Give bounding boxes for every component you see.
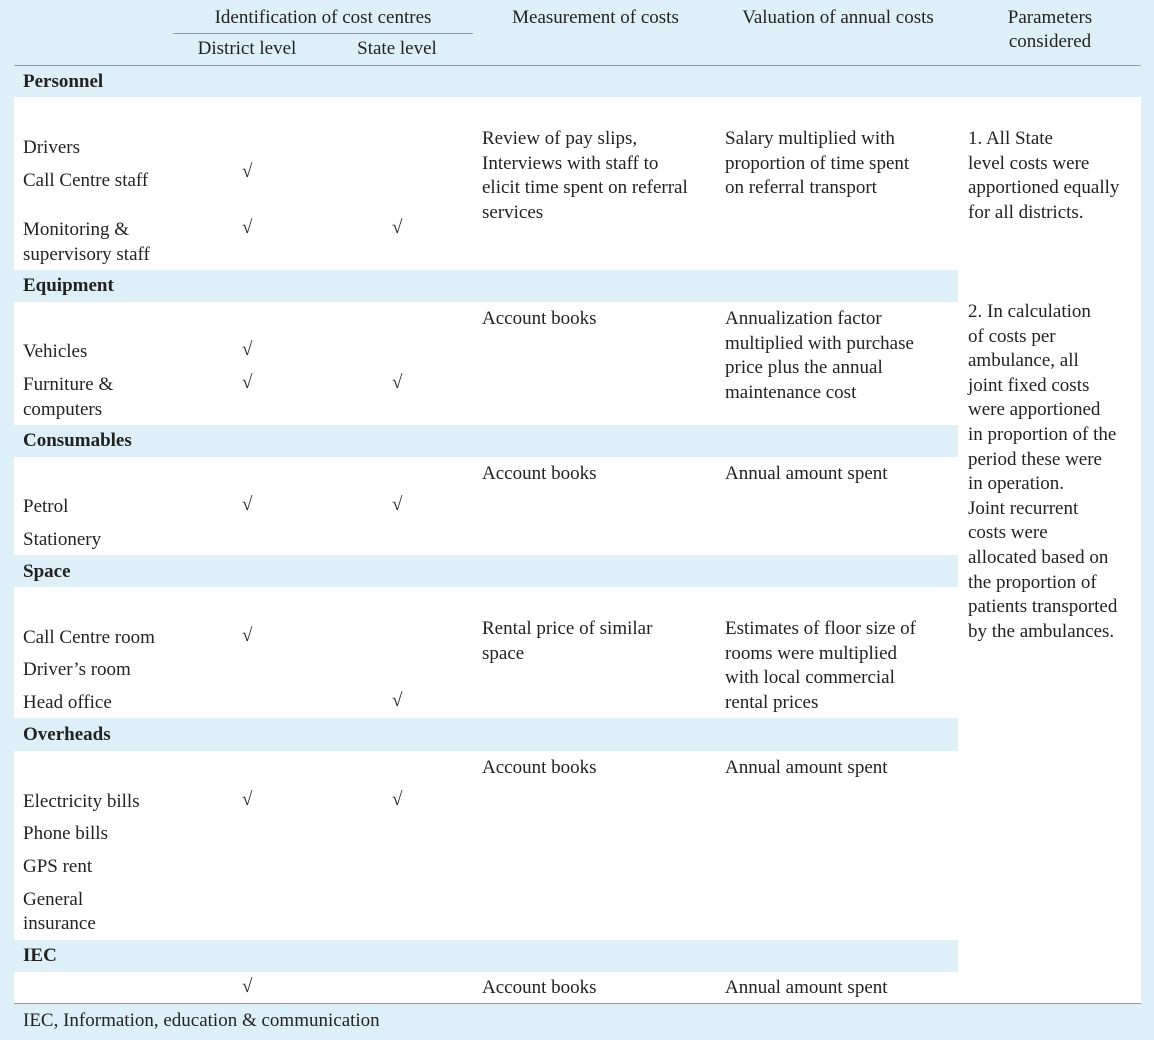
item-call-centre-staff: Call Centre staff xyxy=(23,170,149,191)
check-mark: √ xyxy=(242,339,253,360)
overheads-valuation: Annual amount spent xyxy=(725,757,888,778)
item-call-centre-room: Call Centre room xyxy=(23,627,155,648)
equipment-measurement: Account books xyxy=(482,308,597,329)
item-head-office: Head office xyxy=(23,692,112,713)
iec-valuation: Annual amount spent xyxy=(725,977,888,998)
item-drivers-room: Driver’s room xyxy=(23,659,131,680)
check-mark: √ xyxy=(392,690,403,711)
item-general-insurance-2: insurance xyxy=(23,913,96,934)
header-state: State level xyxy=(357,38,437,59)
section-consumables-title: Consumables xyxy=(23,430,132,451)
check-mark: √ xyxy=(392,372,403,393)
header-bottom-rule xyxy=(14,65,1141,66)
check-mark: √ xyxy=(242,161,253,182)
section-overheads-title: Overheads xyxy=(23,724,111,745)
parameters-note-1: 1. All State level costs were apportioned equally for all districts. xyxy=(968,128,1120,223)
header-sub-rule xyxy=(173,33,473,34)
consumables-measurement: Account books xyxy=(482,463,597,484)
section-space-title: Space xyxy=(23,561,71,582)
header-district: District level xyxy=(197,38,297,59)
overheads-measurement: Account books xyxy=(482,757,597,778)
section-equipment-title: Equipment xyxy=(23,275,114,296)
item-stationery: Stationery xyxy=(23,529,102,550)
equipment-valuation: Annualization factor multiplied with purchase price plus the annual maintenance cost xyxy=(725,308,914,403)
parameters-note-2: 2. In calculation of costs per ambulance, all joint fixed costs were apportioned in proportion of the period these were in operation. Joint recurrent costs were allocated based on the proportion of patients transported by the ambulances. xyxy=(968,301,1118,642)
space-measurement: Rental price of similar space xyxy=(482,618,653,664)
item-phone-bills: Phone bills xyxy=(23,823,108,844)
check-mark: √ xyxy=(242,625,253,646)
check-mark: √ xyxy=(242,372,253,393)
check-mark: √ xyxy=(242,976,253,997)
header-parameters-2: considered xyxy=(1008,31,1092,52)
header-parameters-1: Parameters xyxy=(1007,7,1093,28)
check-mark: √ xyxy=(392,494,403,515)
item-petrol: Petrol xyxy=(23,496,69,517)
check-mark: √ xyxy=(242,494,253,515)
section-iec-title: IEC xyxy=(23,945,57,966)
check-mark: √ xyxy=(242,789,253,810)
personnel-measurement: Review of pay slips, Interviews with staff to elicit time spent on referral services xyxy=(482,128,688,223)
check-mark: √ xyxy=(392,789,403,810)
iec-measurement: Account books xyxy=(482,977,597,998)
item-general-insurance-1: General xyxy=(23,889,84,910)
item-electricity-bills: Electricity bills xyxy=(23,791,140,812)
item-gps-rent: GPS rent xyxy=(23,856,93,877)
consumables-valuation: Annual amount spent xyxy=(725,463,888,484)
item-furniture-2: computers xyxy=(23,399,103,420)
check-mark: √ xyxy=(242,217,253,238)
item-furniture-1: Furniture & xyxy=(23,374,114,395)
item-drivers: Drivers xyxy=(23,137,80,158)
item-monitoring-2: supervisory staff xyxy=(23,244,150,265)
header-valuation: Valuation of annual costs xyxy=(742,7,934,28)
personnel-valuation: Salary multiplied with proportion of time spent on referral transport xyxy=(725,128,910,199)
space-valuation: Estimates of floor size of rooms were multiplied with local commercial rental prices xyxy=(725,618,917,713)
item-monitoring-1: Monitoring & xyxy=(23,219,130,240)
item-vehicles: Vehicles xyxy=(23,341,88,362)
table-bottom-rule xyxy=(14,1003,1141,1004)
footnote: IEC, Information, education & communication xyxy=(23,1010,380,1031)
header-measurement: Measurement of costs xyxy=(512,7,679,28)
header-identification: Identification of cost centres xyxy=(214,7,432,28)
check-mark: √ xyxy=(392,217,403,238)
section-personnel-title: Personnel xyxy=(23,71,104,92)
